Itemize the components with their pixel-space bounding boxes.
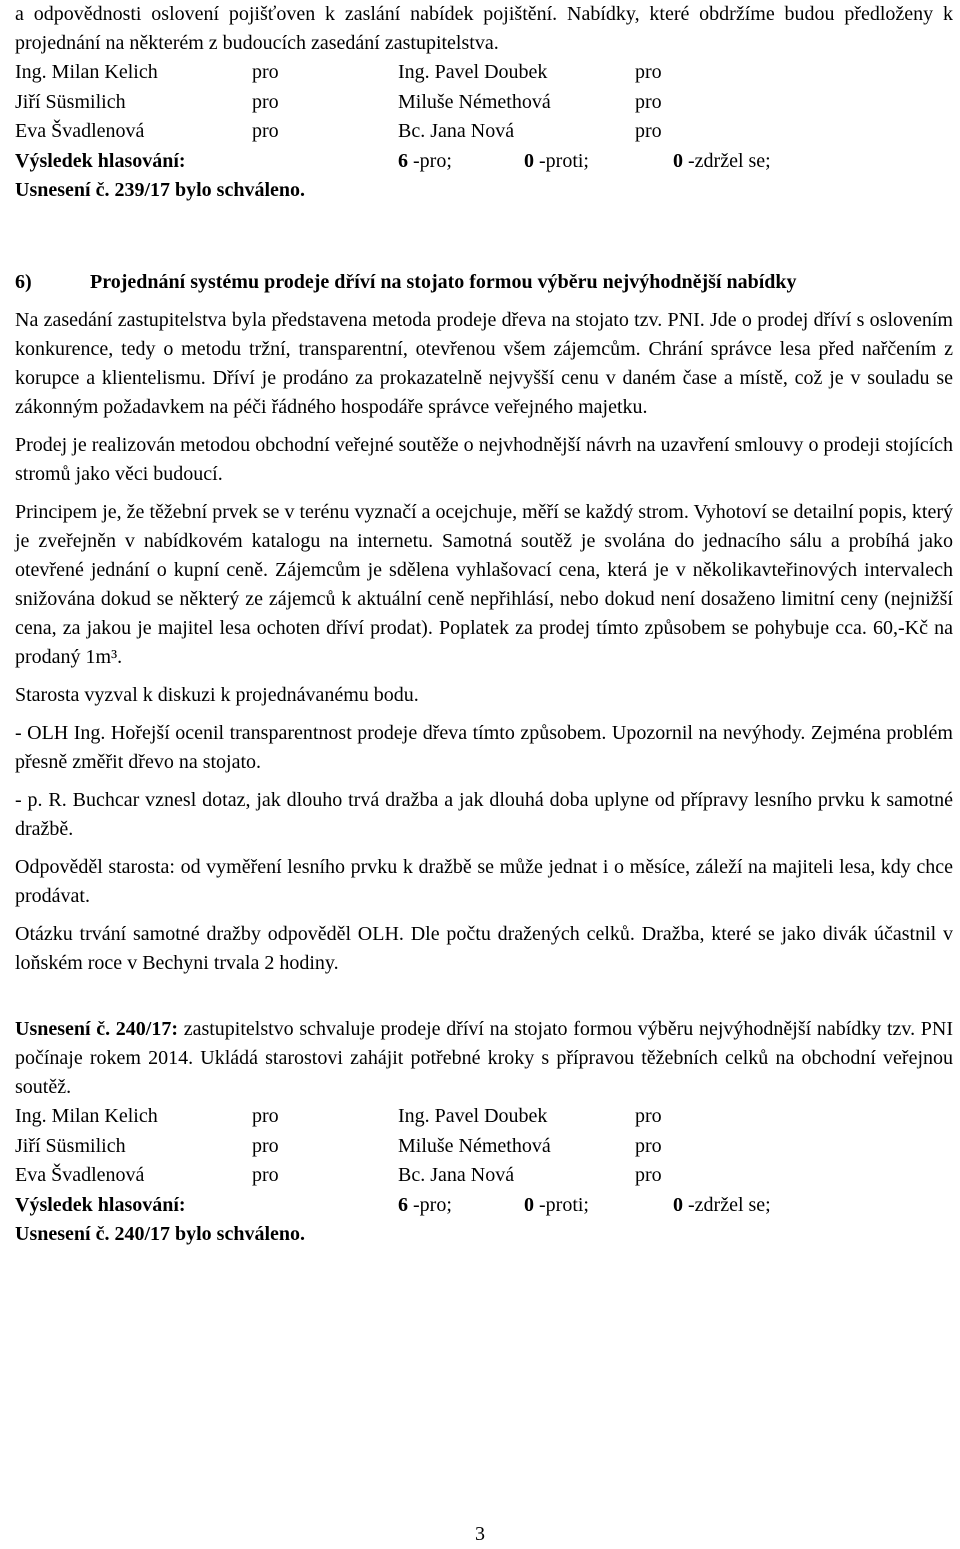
voter-name: Bc. Jana Nová (398, 1164, 515, 1187)
paragraph: - p. R. Buchcar vznesl dotaz, jak dlouho trvá dražba a jak dlouhá doba uplyne od přípravy lesního prvku k samotné dražbě. (15, 789, 953, 840)
vote-result-2 (15, 1191, 953, 1221)
zdrzel-text: -zdržel se; (683, 149, 771, 172)
voter-name: Miluše Némethová (398, 90, 551, 113)
vote-value: pro (252, 1164, 279, 1187)
voter-name: Ing. Milan Kelich (15, 61, 158, 84)
zdrzel-count: 0 (673, 149, 683, 172)
zdrzel-count: 0 (673, 1193, 683, 1216)
vote-pro (398, 1191, 524, 1220)
proti-count: 0 (524, 1193, 534, 1216)
vote-zdrzel (673, 147, 771, 176)
voter-name: Miluše Némethová (398, 1134, 551, 1157)
section-number: 6) (15, 271, 32, 293)
paragraph: Odpověděl starosta: od vyměření lesního prvku k dražbě se může jednat i o měsíce, záleží na majiteli lesa, kdy chce prodávat. (15, 856, 953, 907)
vote-result-label: Výsledek hlasování: (15, 1193, 186, 1216)
page-number: 3 (475, 1523, 485, 1545)
voter-name: Ing. Milan Kelich (15, 1105, 158, 1128)
vote-table-1 (15, 58, 785, 147)
resolution-240-text: zastupitelstvo schvaluje prodeje dříví na stojato formou výběru nejvýhodnější nabídky tzv. PNI počínaje rokem 2014. Ukládá starostovi zahájit potřebné kroky s přípravou těžebních celků na obchodní veřejnou soutěž. (15, 1018, 953, 1098)
vote-result-label: Výsledek hlasování: (15, 149, 186, 172)
voter-name: Eva Švadlenová (15, 1164, 145, 1187)
vote-value: pro (252, 120, 279, 143)
pro-text: -pro; (408, 149, 452, 172)
section-heading (15, 268, 953, 297)
vote-value: pro (635, 1164, 662, 1187)
paragraph: Na zasedání zastupitelstva byla představena metoda prodeje dřeva na stojato tzv. PNI. Jde o prodej dříví s oslovením konkurence, tedy o metodu tržní, transparentní, otevřenou všem zájemcům. Chrání správce lesa před nařčením z korupce a klientelismu. Dříví je prodáno za prokazatelně nejvyšší cenu v daném čase a místě, což je v souladu se zákonným požadavkem na péči řádného hospodáře správce veřejného majetku. (15, 309, 953, 418)
resolution-approved-240: Usnesení č. 240/17 bylo schváleno. (15, 1223, 306, 1245)
paragraph: Prodej je realizován metodou obchodní veřejné soutěže o nejvhodnější návrh na uzavření smlouvy o prodeji stojících stromů jako věci budoucí. (15, 434, 953, 485)
vote-value: pro (635, 61, 662, 84)
vote-proti (524, 1191, 673, 1220)
vote-pro (398, 147, 524, 176)
table-row (15, 117, 785, 147)
table-row (15, 88, 785, 118)
vote-value: pro (635, 1134, 662, 1157)
paragraph: - OLH Ing. Hořejší ocenil transparentnost prodeje dřeva tímto způsobem. Upozornil na nevýhody. Zejména problém přesně změřit dřevo na stojato. (15, 722, 953, 773)
vote-value: pro (635, 120, 662, 143)
pro-count: 6 (398, 149, 408, 172)
resolution-approved-239: Usnesení č. 239/17 bylo schváleno. (15, 179, 306, 201)
paragraph: Starosta vyzval k diskuzi k projednávanému bodu. (15, 684, 419, 706)
table-row (15, 1102, 785, 1132)
vote-value: pro (252, 1134, 279, 1157)
table-row (15, 58, 785, 88)
voter-name: Ing. Pavel Doubek (398, 1105, 548, 1128)
vote-value: pro (252, 61, 279, 84)
proti-count: 0 (524, 149, 534, 172)
zdrzel-text: -zdržel se; (683, 1193, 771, 1216)
pro-text: -pro; (408, 1193, 452, 1216)
section-title: Projednání systému prodeje dříví na stojato formou výběru nejvýhodnější nabídky (90, 271, 797, 293)
voter-name: Bc. Jana Nová (398, 120, 515, 143)
vote-result-1 (15, 147, 953, 177)
paragraph: Principem je, že těžební prvek se v terénu vyznačí a ocejchuje, měří se každý strom. Vyhotoví se detailní popis, který je zveřejněn v nabídkovém katalogu na internetu. Samotná soutěž je svolána do jednacího sálu a probíhá jako otevřené jednání o kupní ceně. Zájemcům je sdělena vyhlašovací cena, která je v několikavteřinových intervalech snižována dokud se některý ze zájemců k aktuální ceně nepřihlásí, nebo dokud není dosaženo limitní ceny (nejnižší cena, za jakou je majitel lesa ochoten dříví prodat). Poplatek za prodej tímto způsobem se pohybuje cca. 60,-Kč na prodaný 1m³. (15, 501, 953, 668)
voter-name: Eva Švadlenová (15, 120, 145, 143)
vote-table-2 (15, 1102, 785, 1191)
table-row (15, 1132, 785, 1162)
pro-count: 6 (398, 1193, 408, 1216)
table-row (15, 1161, 785, 1191)
vote-value: pro (252, 1105, 279, 1128)
vote-proti (524, 147, 673, 176)
voter-name: Jiří Süsmilich (15, 90, 126, 113)
proti-text: -proti; (534, 149, 589, 172)
voter-name: Ing. Pavel Doubek (398, 61, 548, 84)
proti-text: -proti; (534, 1193, 589, 1216)
document-page (15, 0, 953, 1249)
resolution-240 (15, 1015, 953, 1102)
voter-name: Jiří Süsmilich (15, 1134, 126, 1157)
intro-paragraph: a odpovědnosti oslovení pojišťoven k zaslání nabídek pojištění. Nabídky, které obdržíme budou předloženy k projednání na některém z budoucích zasedání zastupitelstva. (15, 3, 953, 54)
vote-value: pro (252, 90, 279, 113)
paragraph: Otázku trvání samotné dražby odpověděl OLH. Dle počtu dražených celků. Dražba, které se jako divák účastnil v loňském roce v Bechyni trvala 2 hodiny. (15, 923, 953, 974)
vote-value: pro (635, 90, 662, 113)
vote-value: pro (635, 1105, 662, 1128)
resolution-240-label: Usnesení č. 240/17: (15, 1018, 179, 1040)
vote-zdrzel (673, 1191, 771, 1220)
